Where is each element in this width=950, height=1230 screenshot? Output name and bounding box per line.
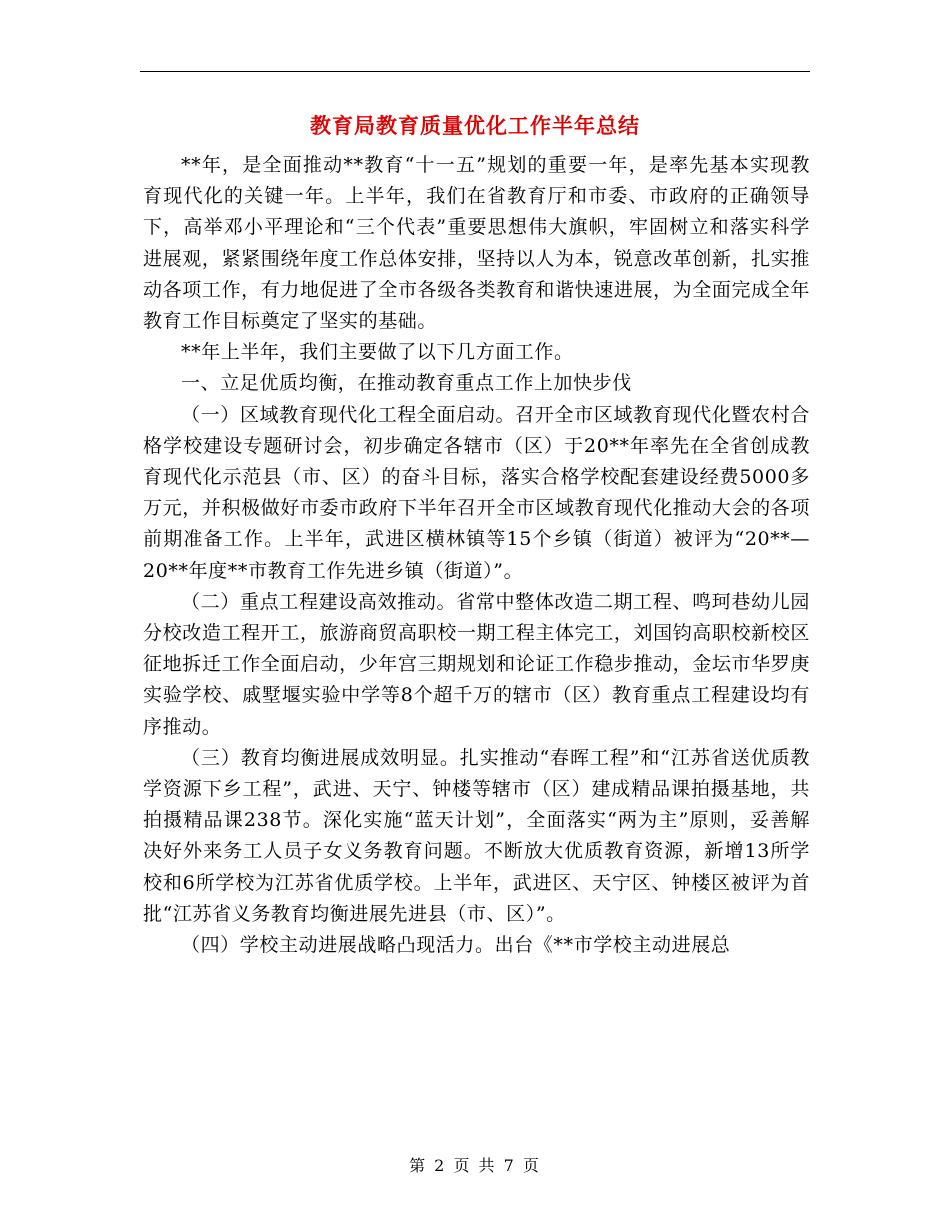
page-number: 第 2 页 共 7 页 [409,1156,541,1175]
paragraph-item-3: （三）教育均衡进展成效明显。扎实推动“春晖工程”和“江苏省送优质教学资源下乡工程”，武进、天宁、钟楼等辖市（区）建成精品课拍摄基地，共拍摄精品课238节。深化实施“蓝天计划”，全面落实“两为主”原则，妥善解决好外来务工人员子女义务教育问题。不断放大优质教育资源，新增13所学校和6所学校为江苏省优质学校。上半年，武进区、天宁区、钟楼区被评为首批“江苏省义务教育均衡进展先进县（市、区）”。 [143,746,810,925]
paragraph-overview: **年上半年，我们主要做了以下几方面工作。 [181,341,574,364]
section-heading-1: 一、立足优质均衡，在推动教育重点工作上加快步伐 [181,372,632,395]
header-rule [140,71,810,72]
paragraph-intro: **年，是全面推动**教育“十一五”规划的重要一年，是率先基本实现教育现代化的关键一年。上半年，我们在省教育厅和市委、市政府的正确领导下，高举邓小平理论和“三个代表”重要思想伟大旗帜，牢固树立和落实科学进展观，紧紧围绕年度工作总体安排，坚持以人为本，锐意改革创新，扎实推动各项工作，有力地促进了全市各级各类教育和谐快速进展，为全面完成全年教育工作目标奠定了坚实的基础。 [143,154,810,333]
paragraph-item-2: （二）重点工程建设高效推动。省常中整体改造二期工程、鸣珂巷幼儿园分校改造工程开工，旅游商贸高职校一期工程主体完工，刘国钧高职校新校区征地拆迁工作全面启动，少年宫三期规划和论证工作稳步推动，金坛市华罗庚实验学校、戚墅堰实验中学等8个超千万的辖市（区）教育重点工程建设均有序推动。 [143,590,810,738]
document-title: 教育局教育质量优化工作半年总结 [310,113,640,138]
paragraph-item-1: （一）区域教育现代化工程全面启动。召开全市区域教育现代化暨农村合格学校建设专题研讨会，初步确定各辖市（区）于20**年率先在全省创成教育现代化示范县（市、区）的奋斗目标，落实合格学校配套建设经费5000多万元，并积极做好市委市政府下半年召开全市区域教育现代化推动大会的各项前期准备工作。上半年，武进区横林镇等15个乡镇（街道）被评为“20**—20**年度**市教育工作先进乡镇（街道）”。 [143,403,810,582]
document-body [143,150,810,961]
paragraph-item-4: （四）学校主动进展战略凸现活力。出台《**市学校主动进展总 [181,934,731,957]
